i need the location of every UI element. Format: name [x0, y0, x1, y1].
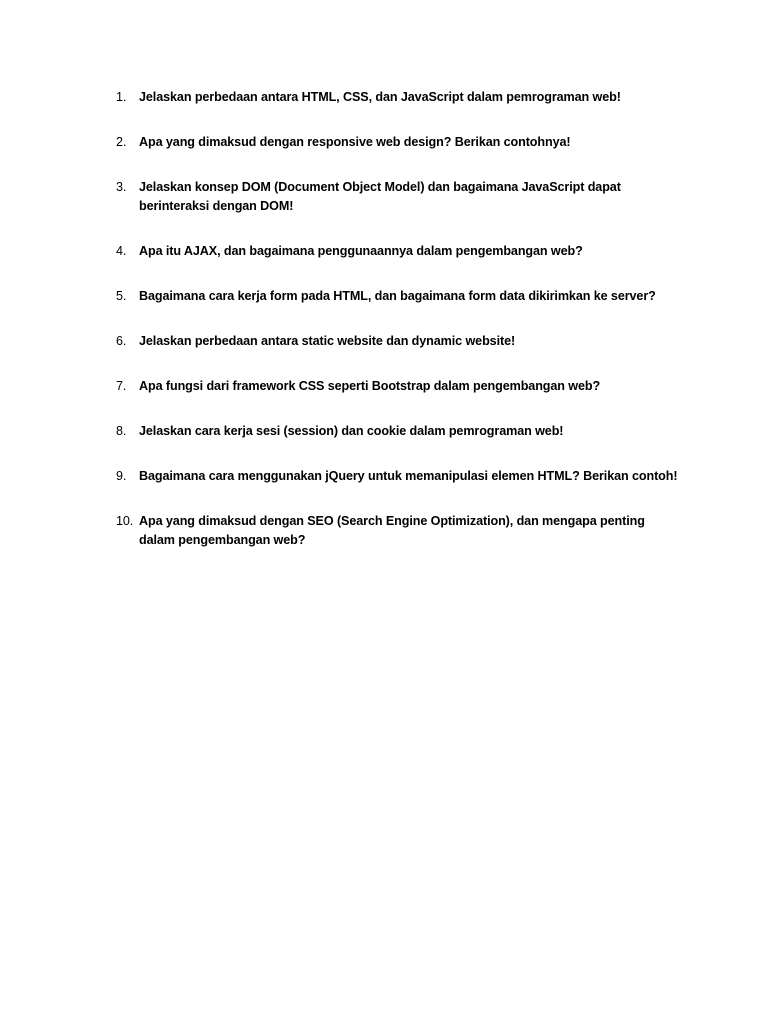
question-number: 6.: [116, 334, 127, 348]
question-number: 10.: [116, 514, 134, 528]
question-item-7: [0, 377, 768, 396]
question-item-1: [0, 88, 768, 107]
question-number: 4.: [116, 244, 127, 258]
question-text: Jelaskan cara kerja sesi (session) dan cookie dalam pemrograman web!: [139, 424, 564, 438]
question-text: Bagaimana cara menggunakan jQuery untuk memanipulasi elemen HTML? Berikan contoh!: [139, 469, 678, 483]
question-item-8: [0, 422, 768, 441]
question-number: 7.: [116, 379, 127, 393]
question-item-10: [0, 512, 768, 550]
question-list: [0, 88, 768, 576]
question-text: Jelaskan perbedaan antara HTML, CSS, dan JavaScript dalam pemrograman web!: [139, 90, 621, 104]
question-text: Apa fungsi dari framework CSS seperti Bootstrap dalam pengembangan web?: [139, 379, 601, 393]
question-text: Bagaimana cara kerja form pada HTML, dan bagaimana form data dikirimkan ke server?: [139, 289, 656, 303]
question-text: Jelaskan perbedaan antara static website dan dynamic website!: [139, 334, 516, 348]
question-item-3: [0, 178, 768, 216]
question-number: 5.: [116, 289, 127, 303]
question-item-2: [0, 133, 768, 152]
question-item-9: [0, 467, 768, 486]
question-text: Jelaskan konsep DOM (Document Object Model) dan bagaimana JavaScript dapat berinteraksi dengan DOM!: [139, 180, 621, 213]
question-item-5: [0, 287, 768, 306]
question-number: 8.: [116, 424, 127, 438]
question-number: 3.: [116, 180, 127, 194]
question-item-6: [0, 332, 768, 351]
question-text: Apa yang dimaksud dengan SEO (Search Engine Optimization), dan mengapa penting dalam pengembangan web?: [139, 514, 645, 547]
question-text: Apa itu AJAX, dan bagaimana penggunaannya dalam pengembangan web?: [139, 244, 583, 258]
question-number: 9.: [116, 469, 127, 483]
question-number: 1.: [116, 90, 127, 104]
question-text: Apa yang dimaksud dengan responsive web design? Berikan contohnya!: [139, 135, 571, 149]
question-number: 2.: [116, 135, 127, 149]
question-item-4: [0, 242, 768, 261]
